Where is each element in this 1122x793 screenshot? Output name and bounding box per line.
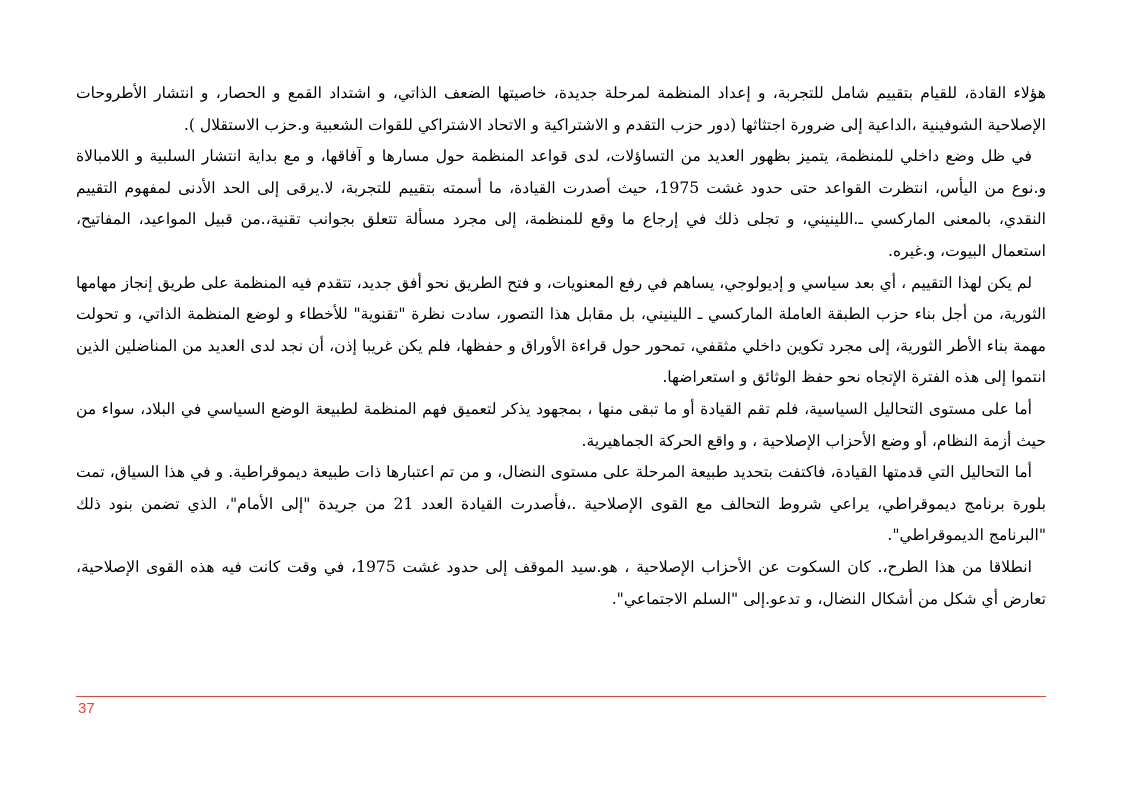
body-text bbox=[76, 78, 1046, 615]
paragraph-3: لم يكن لهذا التقييم ، أي بعد سياسي و إديولوجي، يساهم في رفع المعنويات، و فتح الطريق نحو أفق جديد، تتقدم فيه المنظمة على طريق إنجاز مهامها الثورية، من أجل بناء حزب الطبقة العاملة الماركسي ـ اللينيني، بل مقابل هذا التصور، سادت نظرة "تقنوية" للأخطاء و لوضع المنظمة الذاتي، و تحولت مهمة بناء الأطر الثورية، إلى مجرد تكوين داخلي مثقفي، تمحور حول قراءة الأوراق و حفظها، فلم يكن غريبا إذن، أن نجد لدى العديد من المناضلين الذين انتموا إلى هذه الفترة الإتجاه نحو حفظ الوثائق و استعراضها. bbox=[76, 273, 1047, 387]
footer-divider bbox=[76, 696, 1046, 697]
paragraph-4: أما على مستوى التحاليل السياسية، فلم تقم القيادة أو ما تبقى منها ، بمجهود يذكر لتعميق فهم المنظمة لطبيعة الوضع السياسي في البلاد، سواء من حيث أزمة النظام، أو وضع الأحزاب الإصلاحية ، و واقع الحركة الجماهيرية. bbox=[76, 399, 1046, 450]
page-number: 37 bbox=[78, 700, 95, 717]
paragraph-5: أما التحاليل التي قدمتها القيادة، فاكتفت بتحديد طبيعة المرحلة على مستوى النضال، و من تم اعتبارها ذات طبيعة ديموقراطية. و في هذا السياق، تمت بلورة برنامج ديموقراطي، يراعي شروط التحالف مع القوى الإصلاحية .،فأصدرت القيادة العدد 21 من جريدة "إلى الأمام"، الذي تضمن بنود ذلك "البرنامج الديموقراطي". bbox=[76, 463, 1046, 545]
paragraph-2: في ظل وضع داخلي للمنظمة، يتميز بظهور العديد من التساؤلات، لدى قواعد المنظمة حول مسارها و آفاقها، و مع بداية انتشار السلبية و اللامبالاة و.نوع من اليأس، انتظرت القواعد حتى حدود غشت 1975، حيث أصدرت القيادة، ما أسمته بتقييم للتجربة، لا.يرقى إلى الحد الأدنى لمفهوم التقييم النقدي، بالمعنى الماركسي ـ.اللينيني، و تجلى ذلك في إرجاع ما وقع للمنظمة، إلى مجرد مسألة تتعلق بجوانب تقنية،.من قبيل المواعيد، المفاتيح، استعمال البيوت، و.غيره. bbox=[76, 147, 1046, 260]
paragraph-1: هؤلاء القادة، للقيام بتقييم شامل للتجربة، و إعداد المنظمة لمرحلة جديدة، خاصيتها الضعف الذاتي، و اشتداد القمع و الحصار، و انتشار الأطروحات الإصلاحية الشوفينية ،الداعية إلى ضرورة اجتثاثها (دور حزب التقدم و الاشتراكية و الاتحاد الاشتراكي للقوات الشعبية و.حزب الاستقلال ). bbox=[76, 84, 1046, 134]
paragraph-6: انطلاقا من هذا الطرح،. كان السكوت عن الأحزاب الإصلاحية ، هو.سيد الموقف إلى حدود غشت 1975، في وقت كانت فيه هذه القوى الإصلاحية، تعارض أي شكل من أشكال النضال، و تدعو.إلى "السلم الاجتماعي". bbox=[76, 557, 1046, 608]
